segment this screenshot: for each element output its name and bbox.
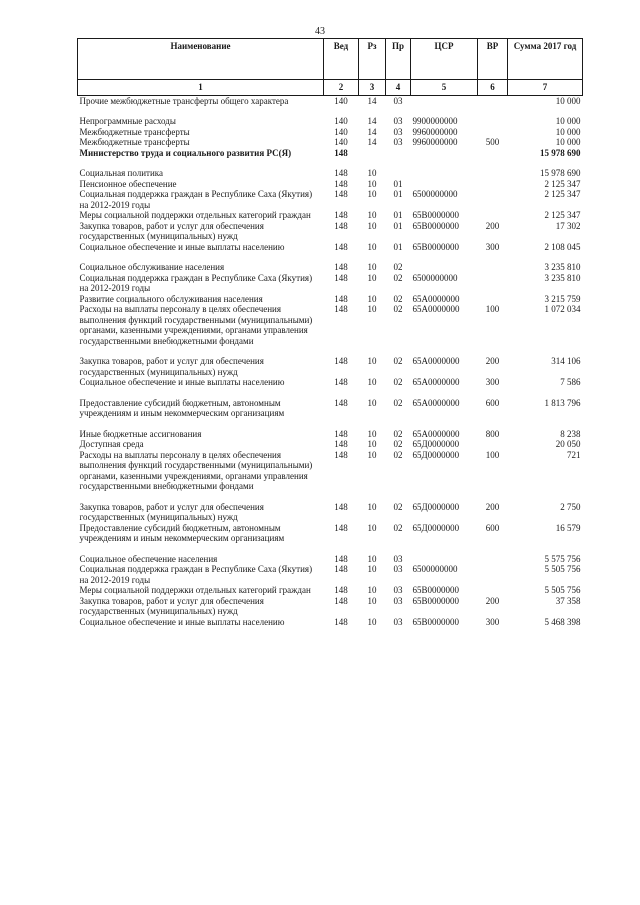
row-name: Закупка товаров, работ и услуг для обеспечения государственных (муниципальных) нужд: [79, 501, 264, 522]
row-ved: 148: [334, 439, 348, 449]
row-ved: 148: [334, 262, 348, 272]
row-csr: 6500000000: [412, 189, 458, 199]
column-number: 1: [78, 80, 324, 96]
row-rz: [359, 148, 386, 159]
row-pr: [386, 148, 411, 159]
row-name: Меры социальной поддержки отдельных категорий граждан: [79, 585, 311, 595]
header-ved: Вед: [324, 39, 359, 80]
row-ved: 148: [334, 272, 348, 283]
row-name: Социальное обслуживание населения: [79, 262, 225, 272]
spacer-row: [78, 346, 583, 356]
row-name: Социальное обеспечение и иные выплаты населению: [79, 241, 285, 252]
row-name: Межбюджетные трансферты: [79, 137, 190, 147]
row-rz: 10: [367, 220, 377, 231]
row-pr: 03: [393, 137, 403, 147]
row-ved: 148: [334, 377, 348, 387]
row-vr: 300: [485, 616, 500, 627]
spacer-cell: [78, 492, 583, 502]
row-name: Доступная среда: [79, 439, 144, 449]
row-pr: 02: [393, 428, 403, 439]
row-rz: 10: [367, 585, 377, 595]
row-csr: 65А0000000: [412, 356, 460, 366]
row-vr: 200: [485, 220, 500, 231]
row-pr: 01: [393, 241, 403, 252]
table-row: [78, 189, 583, 210]
column-number: 4: [386, 80, 411, 96]
row-ved: 148: [334, 147, 348, 158]
row-sum: 721: [567, 449, 581, 460]
column-number: 7: [508, 80, 583, 96]
table-row: [78, 585, 583, 596]
spacer-row: [78, 106, 583, 116]
row-name: Социальное обеспечение населения: [79, 553, 218, 564]
row-vr: 300: [485, 241, 500, 252]
row-ved: 148: [334, 595, 348, 606]
spacer-row: [78, 544, 583, 554]
row-vr: [478, 148, 508, 159]
table-row: [78, 242, 583, 253]
spacer-cell: [78, 158, 583, 168]
row-rz: 10: [367, 595, 377, 606]
table-row: [78, 450, 583, 492]
row-csr: [411, 95, 478, 106]
row-vr: [478, 189, 508, 210]
table-row: [78, 168, 583, 179]
row-rz: 10: [367, 449, 377, 460]
row-ved: 148: [334, 564, 348, 574]
row-rz: 10: [367, 210, 377, 220]
row-sum: 10 000: [555, 126, 581, 137]
row-vr: [478, 564, 508, 585]
row-csr: 65А0000000: [412, 377, 460, 387]
row-pr: 03: [393, 564, 403, 574]
row-name: Межбюджетные трансферты: [79, 126, 190, 137]
row-vr: [478, 168, 508, 179]
table-row: [78, 564, 583, 585]
row-ved: 148: [334, 585, 348, 595]
table-body: [78, 95, 583, 627]
row-csr: 65В0000000: [412, 210, 460, 220]
row-sum: 5 505 756: [544, 564, 581, 574]
column-number: 5: [411, 80, 478, 96]
row-csr: 9960000000: [412, 137, 458, 147]
row-vr: 200: [485, 501, 500, 512]
column-number-row: [78, 80, 583, 96]
row-pr: 02: [393, 262, 403, 272]
table-row: [78, 137, 583, 148]
row-pr: 01: [393, 220, 403, 231]
table-row: [78, 304, 583, 346]
spacer-cell: [78, 544, 583, 554]
row-pr: 02: [393, 304, 403, 314]
row-vr: [478, 273, 508, 294]
table-row: [78, 95, 583, 106]
row-rz: 10: [367, 178, 377, 189]
row-csr: 65В0000000: [412, 241, 460, 252]
row-name: Прочие межбюджетные трансферты общего характера: [79, 95, 289, 106]
row-pr: 02: [393, 293, 403, 304]
table-row: [78, 429, 583, 440]
row-csr: 65Д0000000: [412, 439, 460, 449]
row-rz: 14: [367, 116, 377, 126]
row-vr: 100: [485, 449, 500, 460]
row-name: Социальное обеспечение и иные выплаты населению: [79, 616, 285, 627]
row-ved: 148: [334, 397, 348, 408]
row-ved: 148: [334, 553, 348, 564]
row-vr: [478, 95, 508, 106]
row-rz: 10: [367, 377, 377, 387]
column-number: 6: [478, 80, 508, 96]
row-vr: 600: [485, 522, 500, 533]
row-vr: [478, 127, 508, 138]
table-row: [78, 221, 583, 242]
table-row: [78, 210, 583, 221]
row-sum: 5 468 398: [544, 616, 581, 627]
header-csr: ЦСР: [411, 39, 478, 80]
row-sum: 16 579: [555, 522, 581, 533]
row-vr: [478, 554, 508, 565]
row-ved: 148: [334, 304, 348, 314]
row-vr: 500: [485, 137, 500, 147]
table-row: [78, 262, 583, 273]
spacer-row: [78, 419, 583, 429]
row-name: Закупка товаров, работ и услуг для обеспечения государственных (муниципальных) нужд: [79, 220, 264, 241]
row-name: Социальная поддержка граждан в Республике Саха (Якутия) на 2012-2019 годы: [79, 564, 313, 585]
spacer-row: [78, 492, 583, 502]
row-pr: 02: [393, 439, 403, 449]
row-csr: [411, 554, 478, 565]
row-name: Социальная политика: [79, 168, 163, 178]
row-ved: 140: [334, 95, 348, 106]
row-csr: 65В0000000: [412, 585, 460, 595]
row-pr: 03: [393, 595, 403, 606]
spacer-row: [78, 158, 583, 168]
row-sum: 314 106: [551, 356, 581, 366]
table-row: [78, 294, 583, 305]
row-csr: 65А0000000: [412, 428, 460, 439]
row-ved: 148: [334, 210, 348, 220]
row-pr: 03: [393, 553, 403, 564]
row-vr: [478, 262, 508, 273]
row-vr: 800: [485, 428, 500, 439]
row-pr: 02: [393, 397, 403, 408]
header-rz: Рз: [359, 39, 386, 80]
row-ved: 140: [334, 116, 348, 126]
row-name: Закупка товаров, работ и услуг для обеспечения государственных (муниципальных) нужд: [79, 595, 264, 616]
row-rz: 10: [367, 501, 377, 512]
row-csr: [411, 179, 478, 190]
row-sum: 3 235 810: [544, 272, 581, 283]
table-row: [78, 617, 583, 628]
page-number: 43: [315, 26, 325, 37]
row-csr: 65В0000000: [412, 220, 460, 231]
row-rz: 10: [367, 553, 377, 564]
row-sum: 5 505 756: [544, 585, 581, 595]
budget-table: [77, 38, 583, 627]
row-csr: 65В0000000: [412, 595, 460, 606]
row-sum: 37 358: [555, 595, 581, 606]
row-vr: [478, 179, 508, 190]
header-row: [78, 39, 583, 80]
row-sum: 10 000: [555, 137, 581, 147]
row-csr: [411, 262, 478, 273]
row-vr: 300: [485, 377, 500, 387]
row-pr: [386, 168, 411, 179]
column-number: 2: [324, 80, 359, 96]
row-name: Социальная поддержка граждан в Республике Саха (Якутия) на 2012-2019 годы: [79, 189, 313, 210]
table-row: [78, 148, 583, 159]
row-ved: 148: [334, 616, 348, 627]
row-name: Иные бюджетные ассигнования: [79, 428, 202, 439]
row-rz: 10: [367, 439, 377, 449]
row-pr: 03: [393, 95, 403, 106]
row-sum: 2 750: [560, 501, 581, 512]
table-row: [78, 398, 583, 419]
row-name: Закупка товаров, работ и услуг для обеспечения государственных (муниципальных) нужд: [79, 356, 264, 377]
row-ved: 140: [334, 126, 348, 137]
row-csr: 65Д0000000: [412, 501, 460, 512]
row-csr: 65Д0000000: [412, 449, 460, 460]
row-name: Расходы на выплаты персоналу в целях обеспечения выполнения функций государственными (муниципальными) органами, казенными учреждениями, органами управления государственными внебюджетными фондами: [79, 304, 313, 346]
row-pr: 03: [393, 116, 403, 126]
row-sum: 15 978 690: [540, 147, 581, 158]
row-csr: 65А0000000: [412, 293, 460, 304]
row-vr: [478, 585, 508, 596]
row-vr: [478, 439, 508, 450]
row-ved: 148: [334, 522, 348, 533]
row-rz: 10: [367, 428, 377, 439]
spacer-cell: [78, 106, 583, 116]
row-name: Социальное обеспечение и иные выплаты населению: [79, 377, 285, 387]
row-rz: 10: [367, 564, 377, 574]
row-name: Социальная поддержка граждан в Республике Саха (Якутия) на 2012-2019 годы: [79, 272, 313, 293]
row-sum: 2 125 347: [544, 189, 581, 199]
row-vr: 200: [485, 595, 500, 606]
row-vr: [478, 116, 508, 127]
row-vr: 200: [485, 356, 500, 366]
header-sum: Сумма 2017 год: [508, 39, 583, 80]
row-rz: 10: [367, 168, 377, 178]
spacer-cell: [78, 346, 583, 356]
row-sum: 10 000: [555, 95, 581, 106]
row-sum: 7 586: [560, 377, 581, 387]
row-csr: 65А0000000: [412, 397, 460, 408]
row-pr: 02: [393, 449, 403, 460]
row-ved: 148: [334, 428, 348, 439]
row-name: Предоставление субсидий бюджетным, автономным учреждениям и иным некоммерческим организациям: [79, 522, 285, 543]
row-sum: 1 072 034: [544, 304, 581, 314]
column-number: 3: [359, 80, 386, 96]
table-row: [78, 179, 583, 190]
row-sum: 2 108 045: [544, 241, 581, 252]
row-name: Предоставление субсидий бюджетным, автономным учреждениям и иным некоммерческим организациям: [79, 397, 285, 418]
row-ved: 148: [334, 189, 348, 199]
row-ved: 148: [334, 356, 348, 366]
row-name: Министерство труда и социального развития РС(Я): [79, 147, 292, 158]
row-rz: 10: [367, 293, 377, 304]
spacer-cell: [78, 252, 583, 262]
row-rz: 10: [367, 356, 377, 366]
row-name: Пенсионное обеспечение: [79, 178, 177, 189]
row-rz: 14: [367, 137, 377, 147]
row-rz: 10: [367, 241, 377, 252]
row-csr: 6500000000: [412, 564, 458, 574]
row-name: Развитие социального обслуживания населения: [79, 293, 263, 304]
table-row: [78, 523, 583, 544]
row-pr: 01: [393, 210, 403, 220]
spacer-row: [78, 388, 583, 398]
row-pr: 02: [393, 501, 403, 512]
row-csr: [411, 148, 478, 159]
row-name: Меры социальной поддержки отдельных категорий граждан: [79, 210, 311, 220]
row-sum: 1 813 796: [544, 397, 581, 408]
row-ved: 140: [334, 137, 348, 147]
row-ved: 148: [334, 220, 348, 231]
row-sum: 17 302: [555, 220, 581, 231]
row-sum: 2 125 347: [544, 178, 581, 189]
row-sum: 10 000: [555, 116, 581, 126]
row-ved: 148: [334, 168, 348, 178]
row-rz: 10: [367, 304, 377, 314]
row-rz: 10: [367, 262, 377, 272]
row-ved: 148: [334, 293, 348, 304]
header-vr: ВР: [478, 39, 508, 80]
row-sum: 20 050: [555, 439, 581, 449]
row-csr: 9960000000: [412, 126, 458, 137]
row-rz: 10: [367, 189, 377, 199]
row-csr: 9900000000: [412, 116, 458, 126]
header-name: Наименование: [78, 39, 324, 80]
row-pr: 03: [393, 616, 403, 627]
row-pr: 03: [393, 126, 403, 137]
row-rz: 10: [367, 616, 377, 627]
table-row: [78, 439, 583, 450]
table-row: [78, 502, 583, 523]
row-ved: 148: [334, 241, 348, 252]
row-pr: 01: [393, 178, 403, 189]
row-pr: 02: [393, 522, 403, 533]
row-sum: 2 125 347: [544, 210, 581, 220]
row-vr: [478, 294, 508, 305]
row-csr: 65А0000000: [412, 304, 460, 314]
table-row: [78, 377, 583, 388]
row-pr: 01: [393, 189, 403, 199]
row-sum: 8 238: [560, 428, 581, 439]
row-pr: 02: [393, 377, 403, 387]
row-sum: 5 575 756: [544, 553, 581, 564]
spacer-cell: [78, 419, 583, 429]
spacer-row: [78, 252, 583, 262]
table-row: [78, 116, 583, 127]
row-name: Расходы на выплаты персоналу в целях обеспечения выполнения функций государственными (муниципальными) органами, казенными учреждениями, органами управления государственными внебюджетными фондами: [79, 449, 313, 491]
row-rz: 10: [367, 522, 377, 533]
row-rz: 10: [367, 272, 377, 283]
row-vr: [478, 210, 508, 221]
row-sum: 15 978 690: [540, 168, 581, 178]
row-name: Непрограммные расходы: [79, 116, 176, 126]
table-row: [78, 356, 583, 377]
row-vr: 600: [485, 397, 500, 408]
row-rz: 14: [367, 126, 377, 137]
table-row: [78, 554, 583, 565]
row-csr: 65В0000000: [412, 616, 460, 627]
row-csr: 6500000000: [412, 272, 458, 283]
row-sum: 3 215 759: [544, 293, 581, 304]
row-ved: 148: [334, 178, 348, 189]
row-csr: 65Д0000000: [412, 522, 460, 533]
row-ved: 148: [334, 449, 348, 460]
row-csr: [411, 168, 478, 179]
row-pr: 03: [393, 585, 403, 595]
row-ved: 148: [334, 501, 348, 512]
spacer-cell: [78, 388, 583, 398]
header-pr: Пр: [386, 39, 411, 80]
row-rz: 14: [367, 95, 377, 106]
table-row: [78, 273, 583, 294]
table-row: [78, 127, 583, 138]
row-vr: 100: [485, 304, 500, 314]
row-sum: 3 235 810: [544, 262, 581, 272]
table-row: [78, 596, 583, 617]
row-pr: 02: [393, 356, 403, 366]
row-rz: 10: [367, 397, 377, 408]
row-pr: 02: [393, 272, 403, 283]
